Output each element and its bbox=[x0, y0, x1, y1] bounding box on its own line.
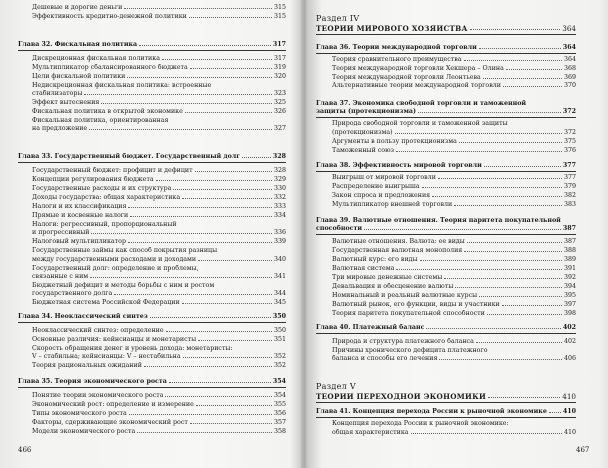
toc-entry-page: 339 bbox=[273, 238, 286, 245]
toc-entry-row bbox=[332, 138, 576, 145]
dot-leader bbox=[137, 432, 272, 433]
dot-leader bbox=[127, 77, 272, 78]
toc-entry-page: 370 bbox=[563, 82, 576, 89]
toc-entry-title: Бюджетный дефицит и методы борьбы с ним и ростом bbox=[32, 282, 215, 289]
dot-leader bbox=[185, 112, 272, 113]
toc-entry-title: Теория международной торговли Леонтьева bbox=[332, 74, 481, 81]
toc-entry-page: 364 bbox=[562, 44, 576, 51]
toc-chapter-row bbox=[316, 408, 576, 415]
toc-entry-title: Государственная валютная монополия bbox=[332, 247, 463, 254]
dot-leader bbox=[459, 142, 562, 143]
toc-entry-page: 395 bbox=[563, 292, 576, 299]
toc-entry-row bbox=[32, 221, 286, 228]
dot-leader bbox=[439, 359, 562, 360]
toc-entry-title: Теория международной торговли Хекшера – Олина bbox=[332, 65, 504, 72]
toc-entry-page: 354 bbox=[272, 378, 286, 385]
toc-entry-title: Мультипликатор сбалансированного бюджета bbox=[32, 64, 188, 71]
toc-entry-row bbox=[332, 301, 576, 308]
toc-entry-page: 328 bbox=[272, 153, 286, 160]
toc-entry-page: 340 bbox=[273, 256, 286, 263]
section-v-title: ТЕОРИИ ПЕРЕХОДНОЙ ЭКОНОМИКИ bbox=[316, 393, 487, 401]
toc-entry-page: 326 bbox=[273, 108, 286, 115]
toc-entry-page: 354 bbox=[273, 392, 286, 399]
toc-entry-title: между государственными расходами и доходами bbox=[32, 256, 197, 263]
toc-entry-row bbox=[32, 125, 286, 132]
dot-leader bbox=[395, 133, 562, 134]
toc-entry-page: 334 bbox=[273, 212, 286, 219]
section-v-page: 410 bbox=[562, 392, 576, 401]
toc-entry-title: способности bbox=[316, 225, 363, 232]
toc-entry-title: Типы экономического роста bbox=[32, 410, 127, 417]
toc-entry-row bbox=[32, 238, 286, 245]
toc-entry-row bbox=[332, 174, 576, 181]
toc-entry-row bbox=[332, 82, 576, 89]
dot-leader bbox=[150, 317, 271, 318]
dot-leader bbox=[198, 340, 272, 341]
toc-entry-page: 329 bbox=[273, 176, 286, 183]
toc-entry-row bbox=[32, 410, 286, 417]
toc-entry-title: Государственный бюджет: профицит и дефицит bbox=[32, 167, 193, 174]
dot-leader bbox=[89, 129, 272, 130]
toc-entry-title: Валютный рынок, его функции, виды и участники bbox=[332, 301, 500, 308]
toc-entry-title: Прямые и косвенные налоги bbox=[32, 212, 129, 219]
dot-leader bbox=[173, 189, 272, 190]
toc-entry-title: Государственные займы как способ покрытия разницы bbox=[32, 247, 218, 254]
toc-entry-row bbox=[32, 256, 286, 263]
dot-leader bbox=[130, 216, 272, 217]
toc-entry-row bbox=[332, 310, 576, 317]
toc-entry-row bbox=[32, 265, 286, 272]
toc-entry-row bbox=[32, 73, 286, 80]
toc-entry-title: Государственный долг: определение и проблемы, bbox=[32, 265, 199, 272]
toc-entry-page: 379 bbox=[563, 183, 576, 190]
dot-leader bbox=[479, 48, 561, 49]
chapter-rule bbox=[316, 333, 576, 334]
right-page-number: 467 bbox=[576, 446, 590, 454]
toc-entry-page: 377 bbox=[562, 162, 576, 169]
toc-entry-page: 382 bbox=[563, 192, 576, 199]
dot-leader bbox=[396, 151, 562, 152]
toc-entry-title: Номинальный и реальный валютные курсы bbox=[332, 292, 478, 299]
toc-entry-title: Глава 40. Платежный баланс bbox=[316, 324, 425, 331]
chapter-rule bbox=[316, 171, 576, 172]
toc-entry-title: Концепции регулирования бюджета bbox=[32, 176, 154, 183]
toc-entry-title: Валютный курс: его виды bbox=[332, 256, 418, 263]
dot-leader bbox=[183, 357, 272, 358]
toc-entry-row bbox=[332, 183, 576, 190]
toc-entry-title: стабилизаторы bbox=[32, 90, 83, 97]
toc-entry-title: Неоклассический синтез: определение bbox=[32, 327, 164, 334]
toc-entry-row bbox=[332, 265, 576, 272]
dot-leader bbox=[165, 396, 272, 397]
toc-entry-title: Налоги: регрессивный, пропорциональный bbox=[32, 221, 177, 228]
toc-entry-row bbox=[32, 273, 286, 280]
toc-entry-page: 383 bbox=[563, 201, 576, 208]
toc-entry-title: государственного долга bbox=[32, 290, 113, 297]
chapter-rule bbox=[316, 417, 576, 418]
toc-entry-row bbox=[332, 238, 576, 245]
toc-entry-page: 317 bbox=[273, 55, 286, 62]
toc-entry-title: Девальвация и обесценение валюты bbox=[332, 283, 454, 290]
toc-entry-title: Эффект вытеснения bbox=[32, 99, 100, 106]
dot-leader bbox=[454, 205, 562, 206]
dot-leader bbox=[464, 60, 562, 61]
toc-entry-row bbox=[32, 117, 286, 124]
toc-entry-title: Теория рациональных ожиданий bbox=[32, 362, 142, 369]
toc-entry-row bbox=[332, 338, 576, 345]
dot-leader bbox=[189, 17, 272, 18]
toc-entry-row bbox=[32, 419, 286, 426]
toc-entry-title: Причины хронического дефицита платежного bbox=[332, 347, 488, 354]
toc-entry-title: Недискреционная фискальная политика: встроенные bbox=[32, 82, 212, 89]
toc-entry-row bbox=[32, 392, 286, 399]
toc-entry-page: 387 bbox=[563, 238, 576, 245]
toc-entry-title: Распределение выигрыша bbox=[332, 183, 420, 190]
dot-leader bbox=[502, 305, 562, 306]
dot-leader bbox=[182, 198, 272, 199]
chapter-rule bbox=[316, 117, 576, 118]
dot-leader bbox=[455, 287, 562, 288]
dot-leader bbox=[195, 171, 272, 172]
toc-entry-page: 369 bbox=[563, 74, 576, 81]
toc-entry-title: Мультипликатор внешней торговли bbox=[332, 201, 453, 208]
dot-leader bbox=[139, 45, 271, 46]
chapter-rule bbox=[316, 53, 576, 54]
dot-leader bbox=[549, 412, 561, 413]
toc-entry-title: защиты (протекционизма) bbox=[316, 108, 416, 115]
section-v-label-text: Раздел V bbox=[316, 382, 356, 391]
toc-entry-title: Альтернативные теории международной торговли bbox=[332, 82, 501, 89]
toc-entry-row bbox=[32, 90, 286, 97]
toc-entry-title: Глава 38. Эффективность мировой торговли bbox=[316, 162, 482, 169]
toc-entry-row bbox=[32, 353, 286, 360]
toc-entry-page: 328 bbox=[273, 167, 286, 174]
toc-entry-page: 332 bbox=[273, 194, 286, 201]
toc-chapter-row bbox=[316, 100, 576, 107]
toc-entry-title: на предложение bbox=[32, 125, 88, 132]
toc-entry-row bbox=[32, 185, 286, 192]
toc-entry-title: Теория сравнительного преимущества bbox=[332, 56, 462, 63]
toc-entry-row bbox=[32, 362, 286, 369]
toc-entry-row bbox=[32, 401, 286, 408]
dot-leader bbox=[420, 260, 562, 261]
dot-leader bbox=[438, 178, 562, 179]
toc-entry-page: 315 bbox=[273, 13, 286, 20]
dot-leader bbox=[467, 242, 562, 243]
toc-entry-row bbox=[32, 345, 286, 352]
toc-entry-row bbox=[32, 194, 286, 201]
toc-entry-page: 319 bbox=[273, 64, 286, 71]
dot-leader bbox=[128, 207, 272, 208]
toc-entry-page: 315 bbox=[273, 4, 286, 11]
toc-entry-page: 344 bbox=[273, 290, 286, 297]
toc-entry-row bbox=[332, 347, 576, 354]
toc-entry-row bbox=[32, 428, 286, 435]
toc-entry-page: 336 bbox=[273, 229, 286, 236]
toc-entry-row bbox=[332, 65, 576, 72]
dot-leader bbox=[190, 423, 272, 424]
toc-entry-page: 333 bbox=[273, 203, 286, 210]
toc-entry-title: (протекционизма) bbox=[332, 129, 393, 136]
toc-chapter-row bbox=[316, 44, 576, 51]
dot-leader bbox=[162, 59, 272, 60]
toc-entry-page: 372 bbox=[563, 129, 576, 136]
toc-entry-title: Таможенный союз bbox=[332, 147, 395, 154]
toc-entry-title: Скорость обращения денег и уровень дохода: монетаристы: bbox=[32, 345, 233, 352]
toc-entry-title: Глава 33. Государственный бюджет. Государственный долг bbox=[18, 153, 241, 160]
toc-chapter-row bbox=[18, 153, 286, 160]
toc-entry-page: 352 bbox=[273, 353, 286, 360]
toc-entry-title: Налоговый мультипликатор bbox=[32, 238, 126, 245]
toc-entry-row bbox=[332, 56, 576, 63]
toc-entry-page: 376 bbox=[563, 147, 576, 154]
dot-leader bbox=[483, 78, 562, 79]
dot-leader bbox=[484, 166, 561, 167]
dot-leader bbox=[479, 296, 562, 297]
toc-entry-row bbox=[32, 229, 286, 236]
toc-entry-title: и прогрессивный bbox=[32, 229, 90, 236]
dot-leader bbox=[506, 69, 562, 70]
dot-leader bbox=[242, 157, 271, 158]
toc-entry-row bbox=[332, 192, 576, 199]
chapter-rule bbox=[316, 234, 576, 235]
toc-entry-page: 391 bbox=[563, 265, 576, 272]
toc-entry-page: 350 bbox=[273, 327, 286, 334]
toc-chapter-row bbox=[316, 324, 576, 331]
toc-entry-page: 327 bbox=[273, 125, 286, 132]
toc-entry-page: 402 bbox=[562, 324, 576, 331]
toc-entry-title: Модели экономического роста bbox=[32, 428, 136, 435]
toc-entry-title: Глава 36. Теории международной торговли bbox=[316, 44, 477, 51]
toc-entry-row bbox=[32, 336, 286, 343]
toc-entry-title: Глава 39. Валютные отношения. Теория паритета покупательной bbox=[316, 217, 561, 224]
toc-entry-title: Аргументы в пользу протекционизма bbox=[332, 138, 457, 145]
toc-entry-page: 406 bbox=[563, 355, 576, 362]
toc-entry-page: 368 bbox=[563, 65, 576, 72]
dot-leader bbox=[124, 8, 272, 9]
toc-entry-title: Валютная система bbox=[332, 265, 395, 272]
toc-entry-page: 402 bbox=[563, 338, 576, 345]
toc-entry-title: Бюджетная система Российской Федерации bbox=[32, 299, 180, 306]
toc-entry-page: 345 bbox=[273, 299, 286, 306]
dot-leader bbox=[364, 229, 561, 230]
chapter-rule bbox=[18, 322, 286, 323]
dot-leader bbox=[487, 314, 562, 315]
toc-entry-page: 398 bbox=[563, 310, 576, 317]
toc-chapter-row bbox=[316, 217, 576, 224]
dot-leader bbox=[464, 251, 562, 252]
toc-entry-page: 317 bbox=[272, 41, 286, 48]
toc-entry-title: Природа и структура платежного баланса bbox=[332, 338, 474, 345]
toc-entry-row bbox=[32, 327, 286, 334]
dot-leader bbox=[129, 414, 272, 415]
toc-entry-row bbox=[332, 283, 576, 290]
toc-entry-page: 372 bbox=[562, 108, 576, 115]
toc-entry-page: 388 bbox=[563, 247, 576, 254]
dot-leader bbox=[444, 278, 562, 279]
dot-leader bbox=[84, 94, 272, 95]
dot-leader bbox=[476, 342, 562, 343]
toc-entry-title: Цели фискальной политики bbox=[32, 73, 126, 80]
toc-entry-title: Закон спроса и предложения bbox=[332, 192, 431, 199]
toc-entry-title: Основные различия: кейнсианцы и монетаристы bbox=[32, 336, 197, 343]
toc-entry-title: Доходы государства: общая характеристика bbox=[32, 194, 181, 201]
dot-leader bbox=[90, 277, 272, 278]
chapter-rule bbox=[18, 387, 286, 388]
toc-entry-row bbox=[32, 167, 286, 174]
toc-entry-title: Глава 32. Фискальная политика bbox=[18, 41, 138, 48]
toc-entry-title: Концепция перехода России к рыночной экономике: bbox=[332, 420, 509, 427]
toc-entry-row bbox=[32, 282, 286, 289]
chapter-rule bbox=[18, 162, 286, 163]
toc-chapter-row bbox=[316, 162, 576, 169]
toc-entry-title: Глава 37. Экономика свободной торговли и таможенной bbox=[316, 100, 527, 107]
toc-entry-title: Государственные расходы и их структура bbox=[32, 185, 172, 192]
dot-leader bbox=[128, 242, 272, 243]
right-toc-entries bbox=[306, 0, 608, 468]
toc-entry-title: Экономический рост: определение и измерение bbox=[32, 401, 194, 408]
dot-leader bbox=[503, 86, 562, 87]
toc-entry-title: Три мировые денежные системы bbox=[332, 274, 443, 281]
toc-entry-row bbox=[332, 292, 576, 299]
section-iv-title: ТЕОРИИ МИРОВОГО ХОЗЯЙСТВА bbox=[316, 25, 468, 33]
toc-entry-page: 392 bbox=[563, 274, 576, 281]
toc-entry-title: Эффективность кредитно-денежной политики bbox=[32, 13, 187, 20]
dot-leader bbox=[169, 382, 271, 383]
toc-entry-row bbox=[332, 201, 576, 208]
toc-entry-page: 375 bbox=[563, 138, 576, 145]
toc-chapter-row bbox=[316, 108, 576, 115]
toc-entry-page: 350 bbox=[272, 313, 286, 320]
toc-entry-title: Фискальная политика в открытой экономике bbox=[32, 108, 183, 115]
toc-entry-row bbox=[32, 99, 286, 106]
toc-entry-page: 364 bbox=[563, 56, 576, 63]
toc-entry-row bbox=[32, 247, 286, 254]
left-page bbox=[0, 0, 300, 468]
toc-entry-row bbox=[32, 82, 286, 89]
toc-entry-page: 410 bbox=[563, 429, 576, 436]
toc-entry-row bbox=[32, 64, 286, 71]
toc-entry-row bbox=[332, 429, 576, 436]
right-page bbox=[306, 0, 608, 468]
toc-entry-row bbox=[332, 129, 576, 136]
toc-entry-row bbox=[32, 203, 286, 210]
toc-entry-page: 320 bbox=[273, 73, 286, 80]
toc-entry-row bbox=[332, 355, 576, 362]
dot-leader bbox=[432, 196, 562, 197]
toc-chapter-row bbox=[18, 378, 286, 385]
toc-entry-row bbox=[32, 290, 286, 297]
toc-entry-row bbox=[32, 212, 286, 219]
dot-leader bbox=[426, 328, 560, 329]
toc-entry-page: 397 bbox=[563, 301, 576, 308]
toc-entry-title: связанные с ним bbox=[32, 273, 89, 280]
dot-leader bbox=[422, 187, 562, 188]
dot-leader bbox=[411, 433, 562, 434]
dot-leader bbox=[196, 405, 272, 406]
toc-entry-title: Понятие теории экономического роста bbox=[32, 392, 164, 399]
toc-entry-title: Налоги и их классификация bbox=[32, 203, 127, 210]
toc-entry-title: Глава 35. Теория экономического роста bbox=[18, 378, 167, 385]
toc-entry-row bbox=[32, 13, 286, 20]
toc-entry-title: Фискальная политика, ориентированная bbox=[32, 117, 169, 124]
left-toc-entries bbox=[0, 0, 300, 468]
toc-entry-page: 323 bbox=[273, 90, 286, 97]
toc-entry-page: 356 bbox=[273, 410, 286, 417]
toc-entry-title: Глава 41. Концепция перехода России к рыночной экономике bbox=[316, 408, 547, 415]
toc-entry-page: 377 bbox=[563, 174, 576, 181]
toc-entry-page: 387 bbox=[562, 225, 576, 232]
toc-entry-row bbox=[332, 74, 576, 81]
dot-leader bbox=[418, 112, 561, 113]
toc-entry-row bbox=[332, 274, 576, 281]
toc-entry-page: 352 bbox=[273, 362, 286, 369]
dot-leader bbox=[166, 331, 272, 332]
dot-leader bbox=[101, 103, 272, 104]
toc-entry-title: V – стабильна; кейнсианцы: V – нестабильна bbox=[32, 353, 181, 360]
toc-entry-row bbox=[332, 420, 576, 427]
toc-entry-page: 341 bbox=[273, 273, 286, 280]
toc-entry-row bbox=[32, 55, 286, 62]
toc-entry-title: Выигрыш от мировой торговли bbox=[332, 174, 436, 181]
left-page-number: 466 bbox=[18, 446, 32, 454]
dot-leader bbox=[91, 233, 271, 234]
toc-entry-row bbox=[332, 147, 576, 154]
toc-chapter-row bbox=[18, 313, 286, 320]
dot-leader bbox=[144, 366, 272, 367]
toc-entry-page: 358 bbox=[273, 428, 286, 435]
toc-entry-title: баланса и способы его лечения bbox=[332, 355, 438, 362]
toc-chapter-row bbox=[316, 225, 576, 232]
toc-entry-title: общая характеристика bbox=[332, 429, 409, 436]
dot-leader bbox=[182, 303, 272, 304]
toc-entry-title: Валютные отношения. Валюта: ее виды bbox=[332, 238, 465, 245]
dot-leader bbox=[114, 294, 272, 295]
toc-entry-row bbox=[332, 256, 576, 263]
toc-entry-page: 410 bbox=[562, 408, 576, 415]
dot-leader bbox=[198, 260, 272, 261]
toc-entry-title: Факторы, сдерживающие экономический рост bbox=[32, 419, 188, 426]
toc-entry-title: Глава 34. Неоклассический синтез bbox=[18, 313, 148, 320]
toc-entry-title: Природа свободной торговли и таможенной защиты bbox=[332, 120, 508, 127]
toc-entry-row bbox=[32, 108, 286, 115]
toc-chapter-row bbox=[18, 41, 286, 48]
toc-entry-title: Дешевые и дорогие деньги bbox=[32, 4, 123, 11]
chapter-rule bbox=[18, 50, 286, 51]
toc-entry-page: 389 bbox=[563, 256, 576, 263]
section-iv-label-text: Раздел IV bbox=[316, 14, 360, 23]
dot-leader bbox=[190, 68, 272, 69]
toc-entry-row bbox=[32, 299, 286, 306]
toc-entry-row bbox=[32, 4, 286, 11]
dot-leader bbox=[396, 269, 562, 270]
toc-entry-row bbox=[32, 176, 286, 183]
toc-entry-title: Дискреционная фискальная политика bbox=[32, 55, 160, 62]
toc-entry-page: 355 bbox=[273, 401, 286, 408]
toc-entry-row bbox=[332, 247, 576, 254]
section-iv-page: 364 bbox=[562, 24, 576, 33]
toc-entry-title: Теория паритета покупательной способности bbox=[332, 310, 485, 317]
toc-entry-page: 351 bbox=[273, 336, 286, 343]
toc-entry-page: 325 bbox=[273, 99, 286, 106]
dot-leader bbox=[156, 180, 272, 181]
toc-entry-page: 357 bbox=[273, 419, 286, 426]
toc-entry-page: 394 bbox=[563, 283, 576, 290]
toc-entry-page: 330 bbox=[273, 185, 286, 192]
toc-entry-row bbox=[332, 120, 576, 127]
